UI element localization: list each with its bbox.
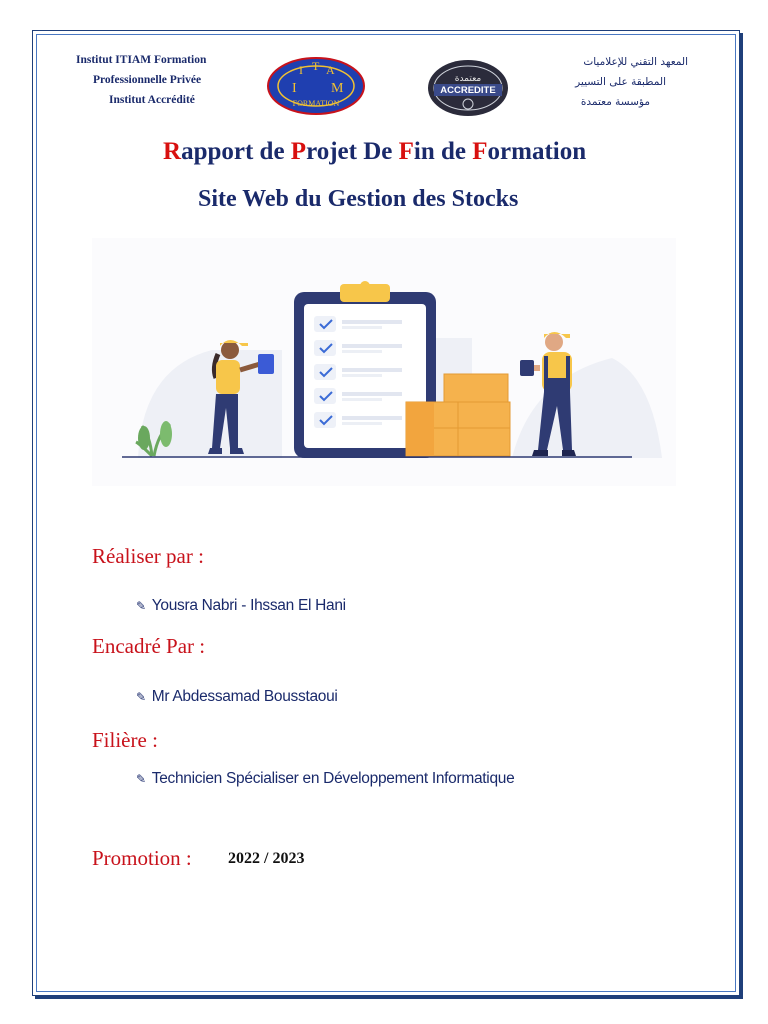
- institute-line-2: Professionnelle Privée: [93, 74, 202, 86]
- logo-letter: T: [312, 59, 320, 73]
- seal-text-ar: معتمدة: [454, 74, 482, 84]
- title-part: P: [290, 138, 307, 165]
- arrow-bullet-icon: ✎: [136, 772, 146, 786]
- logo-letter: I: [299, 63, 303, 77]
- logo-letter: I: [292, 81, 297, 96]
- institute-line-3: Institut Accrédité: [109, 94, 195, 106]
- filiere-value: [136, 770, 514, 788]
- promotion-label: Promotion :: [92, 846, 192, 870]
- realise-value: [136, 597, 346, 615]
- encadre-name: Mr Abdessamad Bousstaoui: [151, 688, 338, 705]
- itiam-logo: [266, 56, 366, 116]
- filiere-label: Filière :: [92, 728, 158, 752]
- institute-line-1: Institut ITIAM Formation: [76, 54, 207, 66]
- arrow-bullet-icon: ✎: [136, 690, 146, 704]
- report-subtitle: Site Web du Gestion des Stocks: [198, 186, 519, 212]
- realise-label: Réaliser par :: [92, 544, 204, 568]
- institute-name-arabic: [548, 52, 698, 112]
- encadre-label: Encadré Par :: [92, 634, 206, 658]
- report-title: [163, 138, 586, 166]
- logo-letter: A: [326, 63, 335, 77]
- title-part: ormation: [487, 138, 587, 165]
- logo-letter: M: [331, 81, 344, 96]
- promotion-value: 2022 / 2023: [228, 850, 305, 867]
- logo-text: FORMATION: [292, 99, 340, 108]
- institute-ar-line-1: المعهد التقني للإعلاميات: [583, 56, 688, 68]
- title-part: rojet De: [306, 138, 399, 165]
- inventory-illustration: [92, 238, 676, 486]
- institute-ar-line-3: مؤسسة معتمدة: [580, 96, 650, 108]
- title-part: F: [398, 138, 414, 165]
- seal-text: ACCREDITE: [440, 85, 496, 96]
- title-part: F: [472, 138, 488, 165]
- encadre-value: [136, 688, 338, 706]
- filiere-name: Technicien Spécialiser en Développement Informatique: [151, 770, 515, 787]
- institute-ar-line-2: المطبقة على التسيير: [575, 76, 666, 88]
- accredite-seal: [426, 58, 510, 118]
- realise-names: Yousra Nabri - Ihssan El Hani: [151, 597, 346, 614]
- title-part: apport de: [181, 138, 291, 165]
- title-part: in de: [413, 138, 473, 165]
- title-part: R: [163, 138, 182, 165]
- arrow-bullet-icon: ✎: [136, 599, 146, 613]
- institute-name-french: [62, 50, 242, 110]
